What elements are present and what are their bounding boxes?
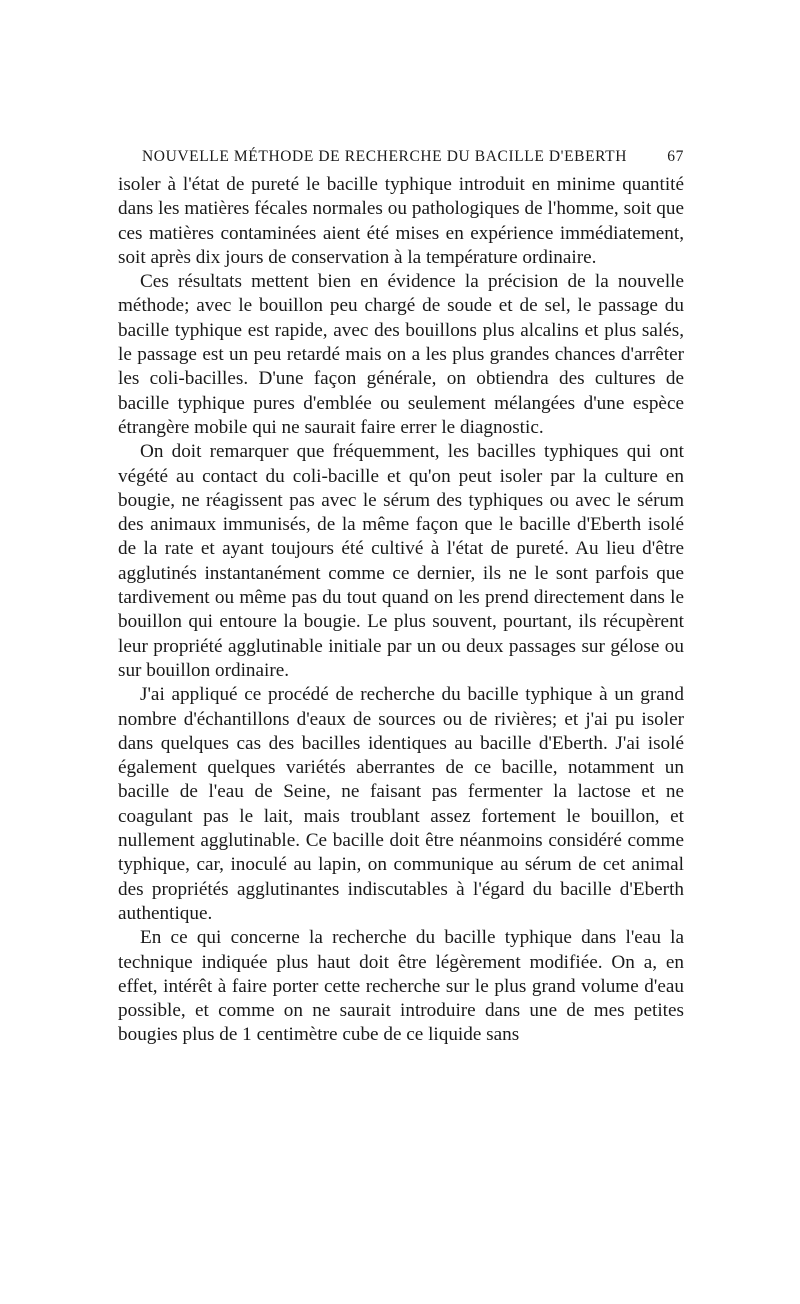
paragraph-continuation: isoler à l'état de pureté le bacille typhique introduit en minime quantité dans les matières fécales normales ou pathologiques de l'homme, soit que ces matières contaminées aient été mises en expérience immédiatement, soit après dix jours de conservation à la température ordinaire. (118, 174, 684, 268)
running-head (118, 145, 684, 169)
running-title: NOUVELLE MÉTHODE DE RECHERCHE DU BACILLE D'EBERTH (142, 148, 628, 165)
paragraph-results: Ces résultats mettent bien en évidence la précision de la nouvelle méthode; avec le bouillon peu chargé de soude et de sel, le passage du bacille typhique est rapide, avec des bouillons plus alcalins et plus salés, le passage est un peu retardé mais on a les plus grandes chances d'arrêter les coli-bacilles. D'une façon générale, on obtiendra des cultures de bacille typhique pures d'emblée ou seulement mélangées d'une espèce étrangère mobile qui ne saurait faire errer le diagnostic. (118, 271, 684, 438)
paragraph-water-technique: En ce qui concerne la recherche du bacille typhique dans l'eau la technique indiquée plus haut doit être légèrement modifiée. On a, en effet, intérêt à faire porter cette recherche sur le plus grand volume d'eau possible, et comme on ne saurait introduire dans une de mes petites bougies plus de 1 centimètre cube de ce liquide sans (118, 927, 684, 1046)
page-number: 67 (667, 148, 684, 165)
paragraph-water-samples: J'ai appliqué ce procédé de recherche du bacille typhique à un grand nombre d'échantillons d'eaux de sources ou de rivières; et j'ai pu isoler dans quelques cas des bacilles identiques au bacille d'Eberth. J'ai isolé également quelques variétés aberrantes de ce bacille, notamment un bacille de l'eau de Seine, ne faisant pas fermenter la lactose et ne coagulant pas le lait, mais troublant assez fortement le bouillon, et nullement agglutinable. Ce bacille doit être néanmoins considéré comme typhique, car, inoculé au lapin, on communique au sérum de cet animal des propriétés agglutinantes indiscutables à l'égard du bacille d'Eberth authentique. (118, 684, 684, 924)
body-text (118, 173, 684, 1048)
book-page (118, 145, 684, 1048)
paragraph-agglutination: On doit remarquer que fréquemment, les bacilles typhiques qui ont végété au contact du coli-bacille et qu'on peut isoler par la culture en bougie, ne réagissent pas avec le sérum des typhiques ou avec le sérum des animaux immunisés, de la même façon que le bacille d'Eberth isolé de la rate et ayant toujours été cultivé à l'état de pureté. Au lieu d'être agglutinés instantanément comme ce dernier, ils ne le sont parfois que tardivement ou même pas du tout quand on les prend directement dans le bouillon qui entoure la bougie. Le plus souvent, pourtant, ils récupèrent leur propriété agglutinable initiale par un ou deux passages sur gélose ou sur bouillon ordinaire. (118, 441, 684, 681)
